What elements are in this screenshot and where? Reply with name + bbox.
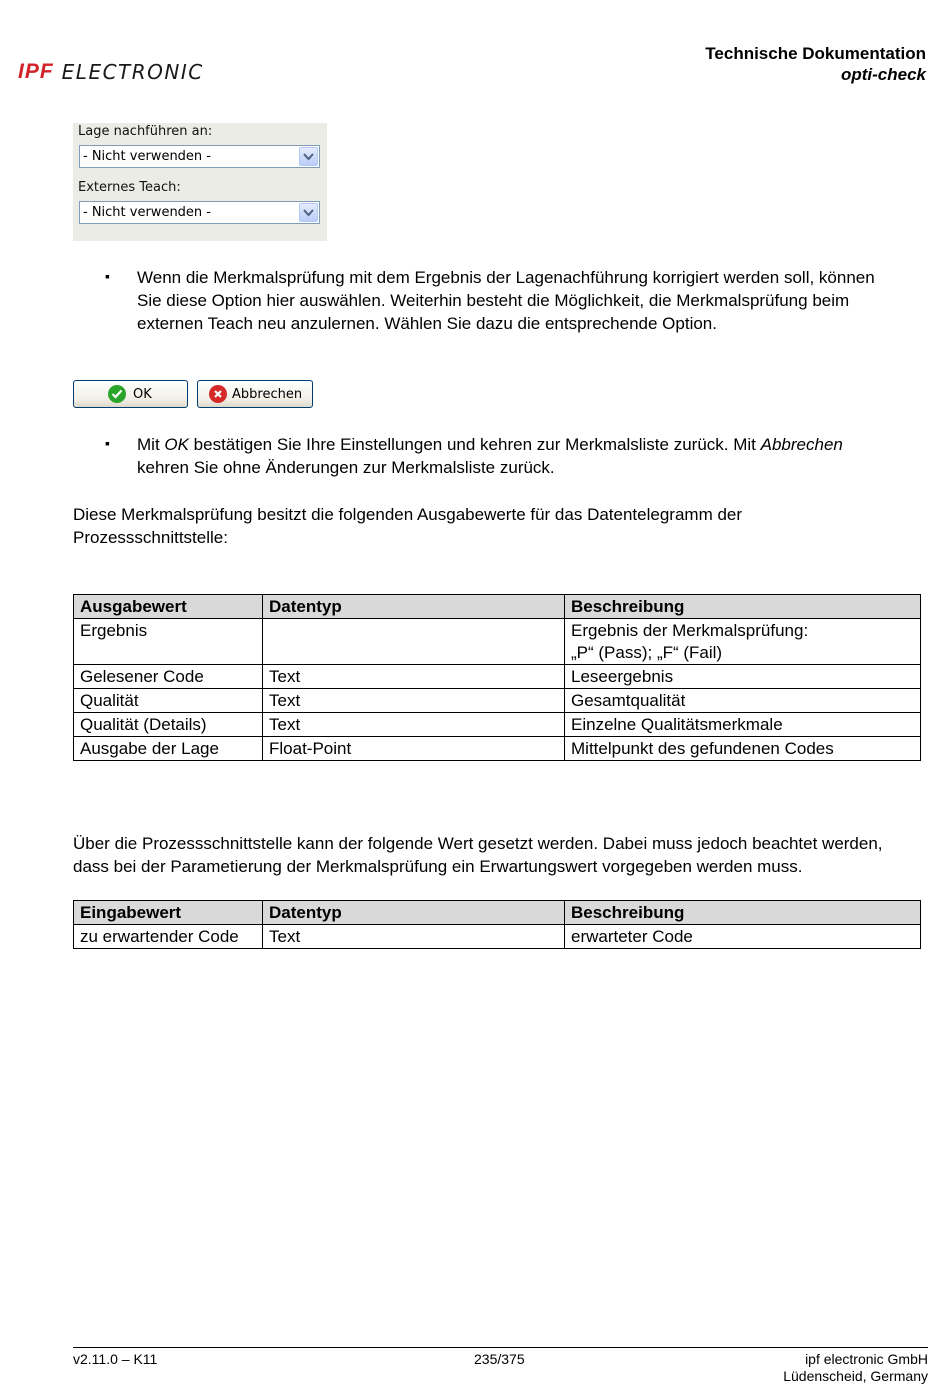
table-cell: Ergebnis: [74, 619, 263, 665]
output-values-intro: [73, 503, 742, 549]
text-line: Wenn die Merkmalsprüfung mit dem Ergebnis der Lagenachführung korrigiert werden soll, können: [137, 268, 875, 287]
cancel-button-label: Abbrechen: [232, 386, 303, 402]
table-cell: Text: [263, 925, 565, 949]
cancel-icon: [209, 385, 227, 403]
column-header: Eingabewert: [74, 901, 263, 925]
table-header-row: [74, 595, 921, 619]
cancel-term: Abbrechen: [760, 435, 843, 454]
table-cell: [565, 619, 921, 665]
table-cell: Mittelpunkt des gefundenen Codes: [565, 737, 921, 761]
bullet-icon: ▪: [105, 268, 110, 284]
chevron-down-icon[interactable]: [299, 203, 318, 222]
footer-company-location: Lüdenscheid, Germany: [783, 1368, 928, 1384]
text-line: Prozessschnittstelle:: [73, 528, 228, 547]
text-line: [137, 433, 843, 456]
table-cell: Ausgabe der Lage: [74, 737, 263, 761]
footer-divider: [73, 1347, 928, 1348]
text-line: dass bei der Parametierung der Merkmalsprüfung ein Erwartungswert vorgegeben werden muss.: [73, 857, 803, 876]
column-header: Ausgabewert: [74, 595, 263, 619]
logo-brand: IPF: [18, 60, 54, 83]
table-cell: Text: [263, 665, 565, 689]
text-line: kehren Sie ohne Änderungen zur Merkmalsliste zurück.: [137, 458, 555, 477]
table-cell: Qualität: [74, 689, 263, 713]
input-values-intro: [73, 832, 883, 878]
chevron-down-icon[interactable]: [299, 147, 318, 166]
column-header: Datentyp: [263, 901, 565, 925]
column-header: Beschreibung: [565, 595, 921, 619]
cell-line: Ergebnis der Merkmalsprüfung:: [571, 621, 809, 640]
external-teach-label: Externes Teach:: [78, 180, 181, 195]
input-values-table: [73, 900, 921, 949]
column-header: Beschreibung: [565, 901, 921, 925]
position-tracking-label: Lage nachführen an:: [78, 124, 213, 139]
ok-button[interactable]: [73, 380, 188, 408]
table-row: [74, 925, 921, 949]
table-cell: zu erwartender Code: [74, 925, 263, 949]
text-line: Diese Merkmalsprüfung besitzt die folgenden Ausgabewerte für das Datentelegramm der: [73, 505, 743, 524]
table-cell: Float-Point: [263, 737, 565, 761]
cancel-button[interactable]: [197, 380, 313, 408]
table-cell: Text: [263, 689, 565, 713]
text-line: Sie diese Option hier auswählen. Weiterhin besteht die Möglichkeit, die Merkmalsprüfung beim: [137, 291, 850, 310]
footer-version: v2.11.0 – K11: [73, 1351, 158, 1367]
table-row: [74, 665, 921, 689]
table-row: [74, 737, 921, 761]
table-cell: Gelesener Code: [74, 665, 263, 689]
text-run: bestätigen Sie Ihre Einstellungen und kehren zur Merkmalsliste zurück. Mit: [188, 435, 761, 454]
table-cell: Gesamtqualität: [565, 689, 921, 713]
company-logo: [18, 60, 204, 84]
table-row: [74, 713, 921, 737]
table-cell: Leseergebnis: [565, 665, 921, 689]
table-cell: erwarteter Code: [565, 925, 921, 949]
position-tracking-select[interactable]: [79, 145, 320, 168]
output-values-table: [73, 594, 921, 761]
external-teach-select[interactable]: [79, 201, 320, 224]
footer-page-number: 235/375: [474, 1351, 525, 1367]
cell-line: „P“ (Pass); „F“ (Fail): [571, 643, 723, 662]
table-cell: Qualität (Details): [74, 713, 263, 737]
bullet-paragraph-buttons: [137, 433, 843, 479]
ok-term: OK: [164, 435, 189, 454]
text-line: Über die Prozessschnittstelle kann der folgende Wert gesetzt werden. Dabei muss jedoch beachtet werden,: [73, 834, 883, 853]
logo-text: ELECTRONIC: [61, 60, 204, 84]
bullet-paragraph-options: [137, 266, 875, 335]
checkmark-icon: [108, 385, 126, 403]
settings-panel: [73, 123, 327, 241]
column-header: Datentyp: [263, 595, 565, 619]
external-teach-select-value: - Nicht verwenden -: [83, 205, 211, 220]
text-line: externen Teach neu anzulernen. Wählen Sie dazu die entsprechende Option.: [137, 314, 717, 333]
document-title-main: Technische Dokumentation: [705, 44, 926, 63]
footer-company: [783, 1351, 928, 1385]
document-title: [705, 43, 926, 85]
ok-button-label: OK: [133, 386, 152, 402]
table-cell: [263, 619, 565, 665]
table-header-row: [74, 901, 921, 925]
bullet-icon: ▪: [105, 435, 110, 451]
table-row: [74, 689, 921, 713]
table-cell: Text: [263, 713, 565, 737]
footer-company-name: ipf electronic GmbH: [805, 1351, 928, 1367]
table-row: [74, 619, 921, 665]
text-run: Mit: [137, 435, 165, 454]
position-tracking-select-value: - Nicht verwenden -: [83, 149, 211, 164]
document-subtitle: opti-check: [840, 65, 926, 84]
table-cell: Einzelne Qualitätsmerkmale: [565, 713, 921, 737]
